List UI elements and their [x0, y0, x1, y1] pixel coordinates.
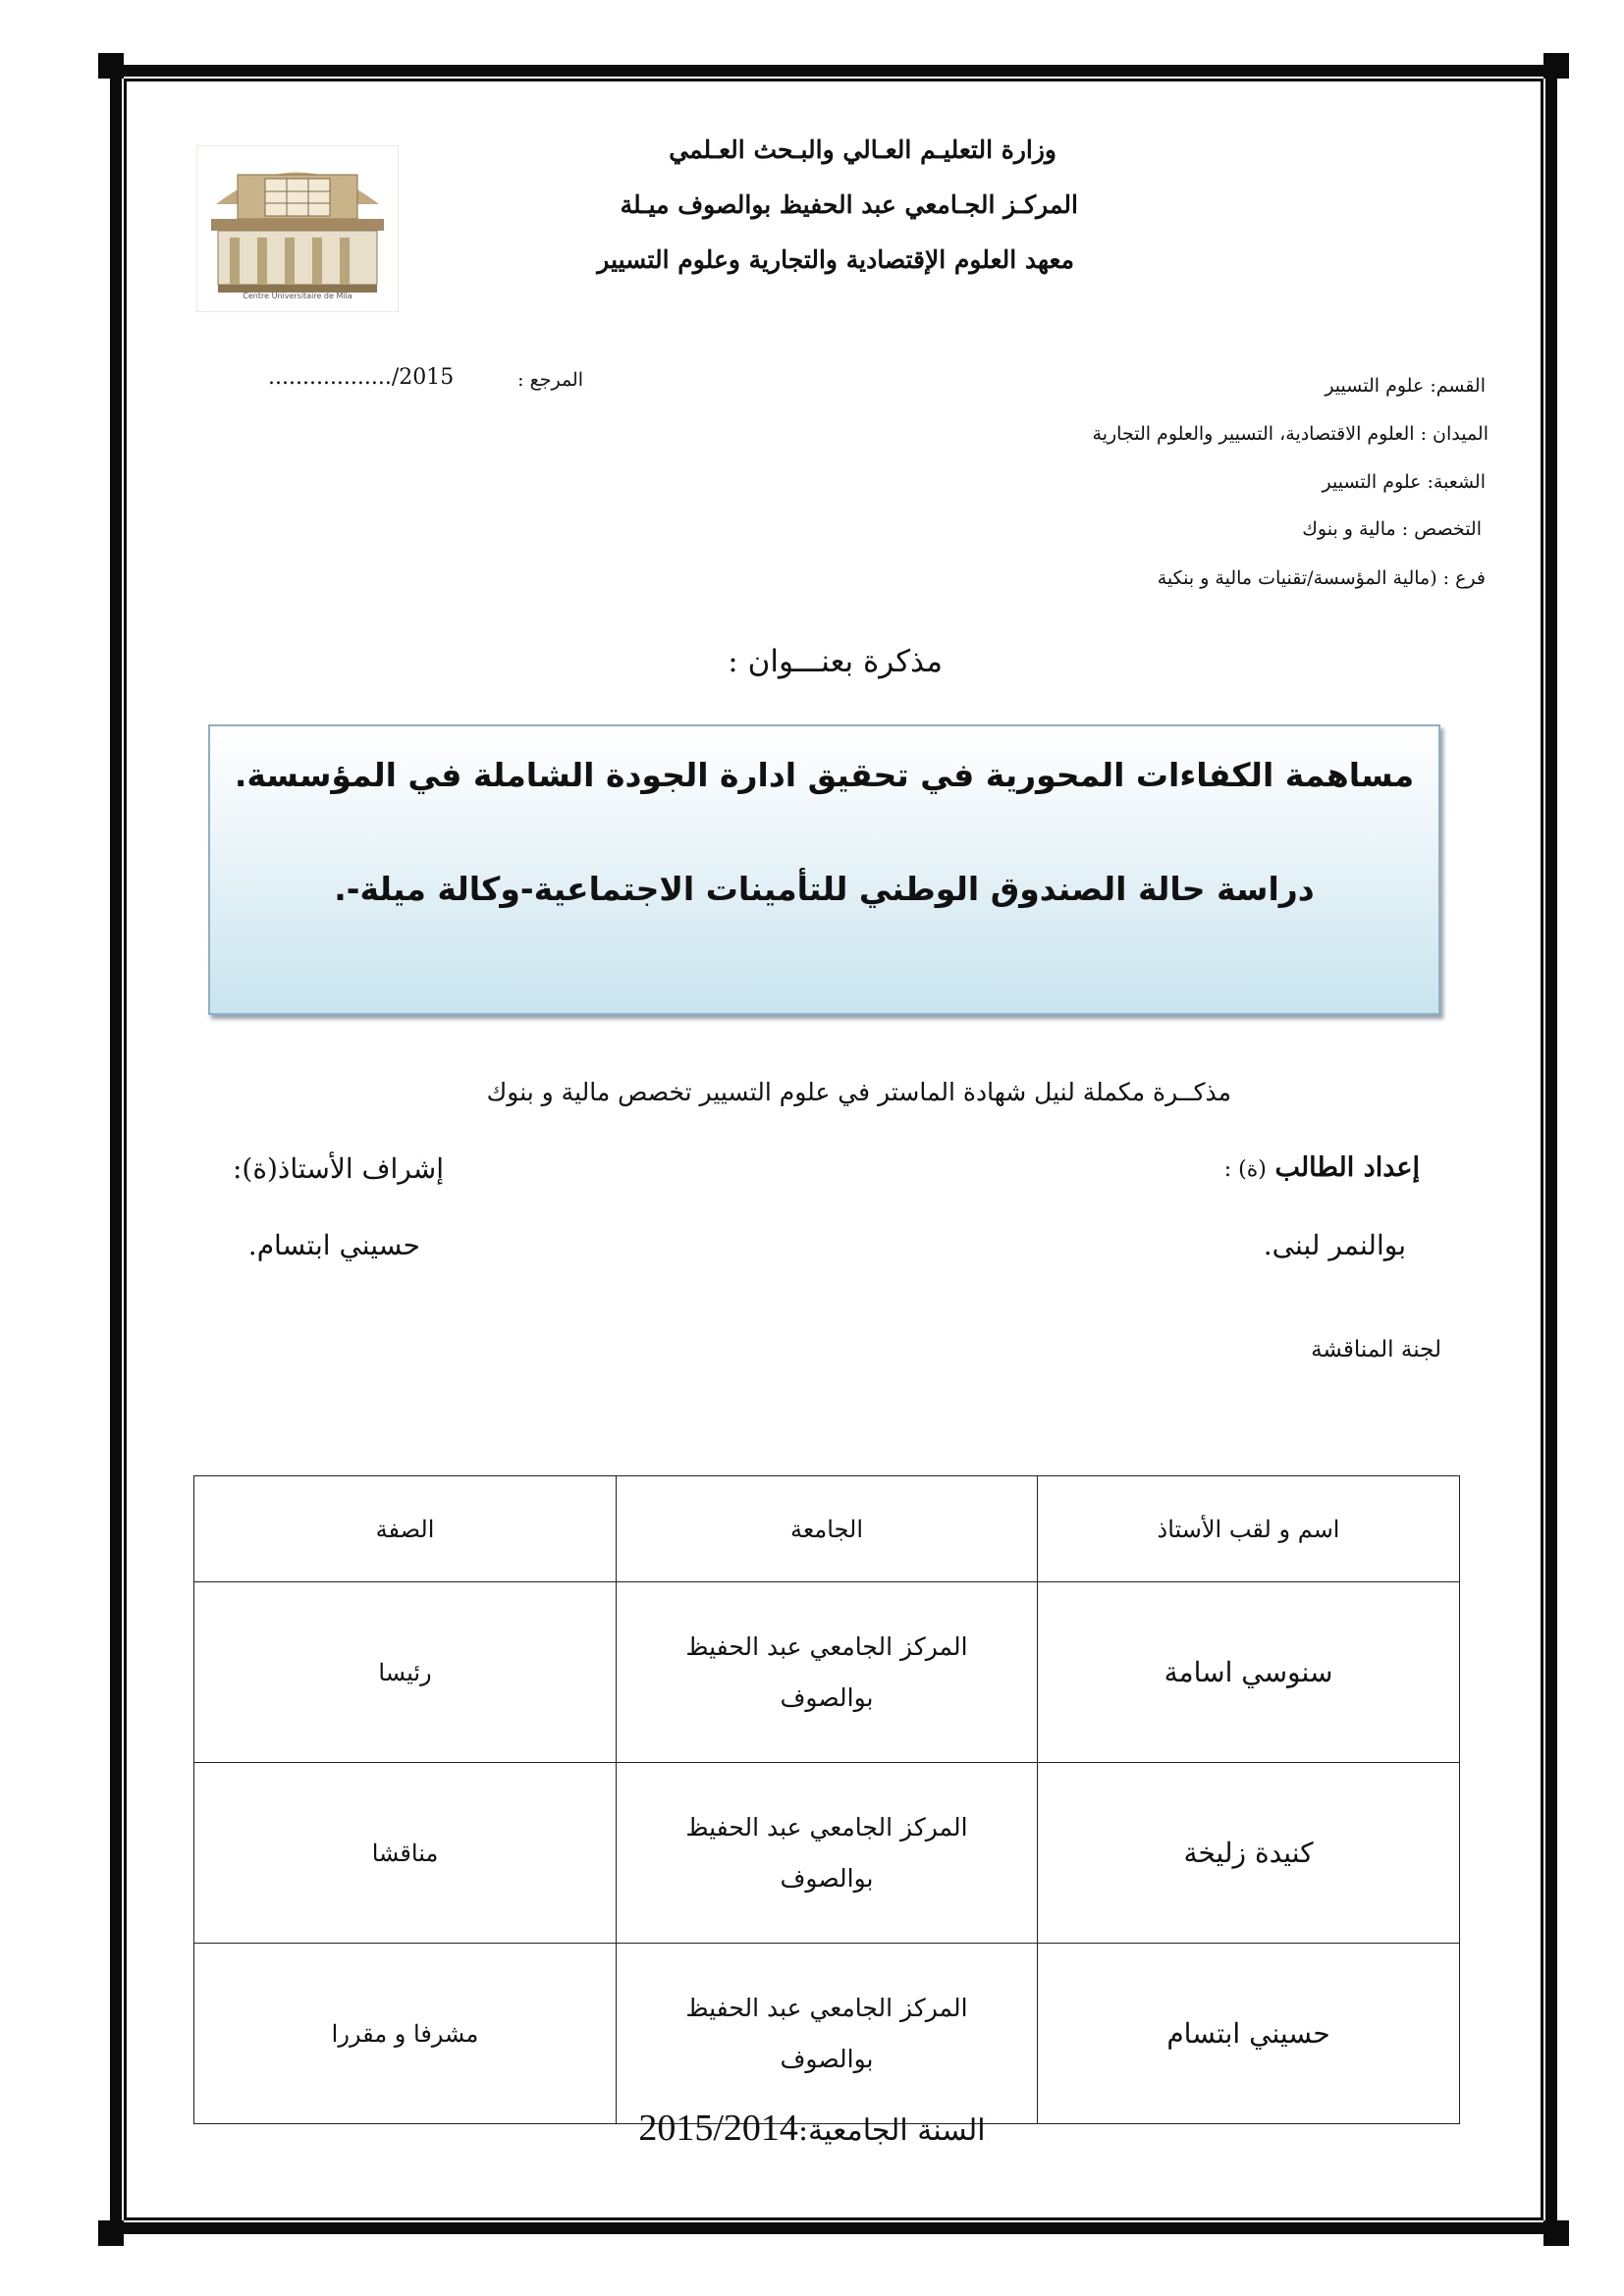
department-line: القسم: علوم التسيير [1325, 375, 1486, 397]
thesis-title-line2: دراسة حالة الصندوق الوطني للتأمينات الاجتماعية-وكالة ميلة-. [334, 870, 1315, 908]
table-row [194, 1582, 1460, 1763]
thesis-heading: مذكرة بعنـــوان : [728, 644, 943, 679]
column-header-university: الجامعة [617, 1476, 1038, 1582]
committee-heading: لجنة المناقشة [1311, 1337, 1441, 1362]
university-line2: بوالصوف [780, 2044, 874, 2073]
student-name: بوالنمر لبنى. [1263, 1229, 1406, 1261]
academic-year-value: 2015/2014 [638, 2108, 798, 2149]
university-building-logo [196, 145, 399, 312]
frame-corner-bottom-right [1543, 2220, 1569, 2246]
academic-year [0, 2107, 1624, 2150]
student-label-suffix: (ة) : [1223, 1157, 1267, 1182]
supervisor-name: حسيني ابتسام. [247, 1229, 420, 1261]
member-name: كنيدة زليخة [1038, 1763, 1460, 1944]
university-center-title: المركـز الجـامعي عبد الحفيظ بوالصوف ميـلة [620, 190, 1078, 219]
university-line1: المركز الجامعي عبد الحفيظ [685, 1631, 968, 1661]
branch-line: الشعبة: علوم التسيير [1322, 471, 1486, 493]
committee-table [193, 1475, 1460, 2124]
table-row [194, 1763, 1460, 1944]
student-label [1224, 1152, 1420, 1183]
ministry-title: وزارة التعليـم العـالي والبـحث العـلمي [669, 135, 1056, 164]
member-university [617, 1763, 1038, 1944]
table-row [194, 1944, 1460, 2124]
university-line2: بوالصوف [780, 1682, 874, 1712]
reference-label: المرجع : [517, 369, 583, 391]
frame-corner-bottom-left [98, 2220, 124, 2246]
member-role: مناقشا [194, 1763, 617, 1944]
memo-purpose: مذكــرة مكملة لنيل شهادة الماستر في علوم التسيير تخصص مالية و بنوك [486, 1078, 1231, 1106]
frame-corner-top-right [1543, 53, 1569, 79]
supervisor-label: إشراف الأستاذ(ة): [232, 1152, 444, 1185]
specialty-line: التخصص : مالية و بنوك [1302, 518, 1482, 540]
member-name: سنوسي اسامة [1038, 1582, 1460, 1763]
member-university [617, 1944, 1038, 2124]
thesis-title-line1: مساهمة الكفاءات المحورية في تحقيق ادارة الجودة الشاملة في المؤسسة. [234, 756, 1415, 794]
frame-corner-top-left [98, 53, 124, 79]
reference-number: ................../2015 [268, 365, 455, 390]
member-role: مشرفا و مقررا [194, 1944, 617, 2124]
university-line2: بوالصوف [780, 1863, 874, 1893]
university-line1: المركز الجامعي عبد الحفيظ [685, 1812, 968, 1842]
logo-caption: Centre Universitaire de Mila [243, 292, 352, 300]
thesis-title-box [208, 724, 1440, 1015]
member-university [617, 1582, 1038, 1763]
logo-graphic [196, 145, 399, 312]
column-header-name: اسم و لقب الأستاذ [1038, 1476, 1460, 1582]
academic-year-label: السنة الجامعية: [797, 2113, 986, 2148]
column-header-role: الصفة [194, 1476, 617, 1582]
table-header-row [194, 1476, 1460, 1582]
sub-branch-line: فرع : (مالية المؤسسة/تقنيات مالية و بنكية [1157, 567, 1486, 589]
university-line1: المركز الجامعي عبد الحفيظ [685, 1993, 968, 2022]
domain-line: الميدان : العلوم الاقتصادية، التسيير والعلوم التجارية [1092, 423, 1489, 445]
member-name: حسيني ابتسام [1038, 1944, 1460, 2124]
member-role: رئيسا [194, 1582, 617, 1763]
institute-title: معهد العلوم الإقتصادية والتجارية وعلوم التسيير [597, 245, 1074, 274]
student-label-text: إعداد الطالب [1274, 1152, 1420, 1183]
